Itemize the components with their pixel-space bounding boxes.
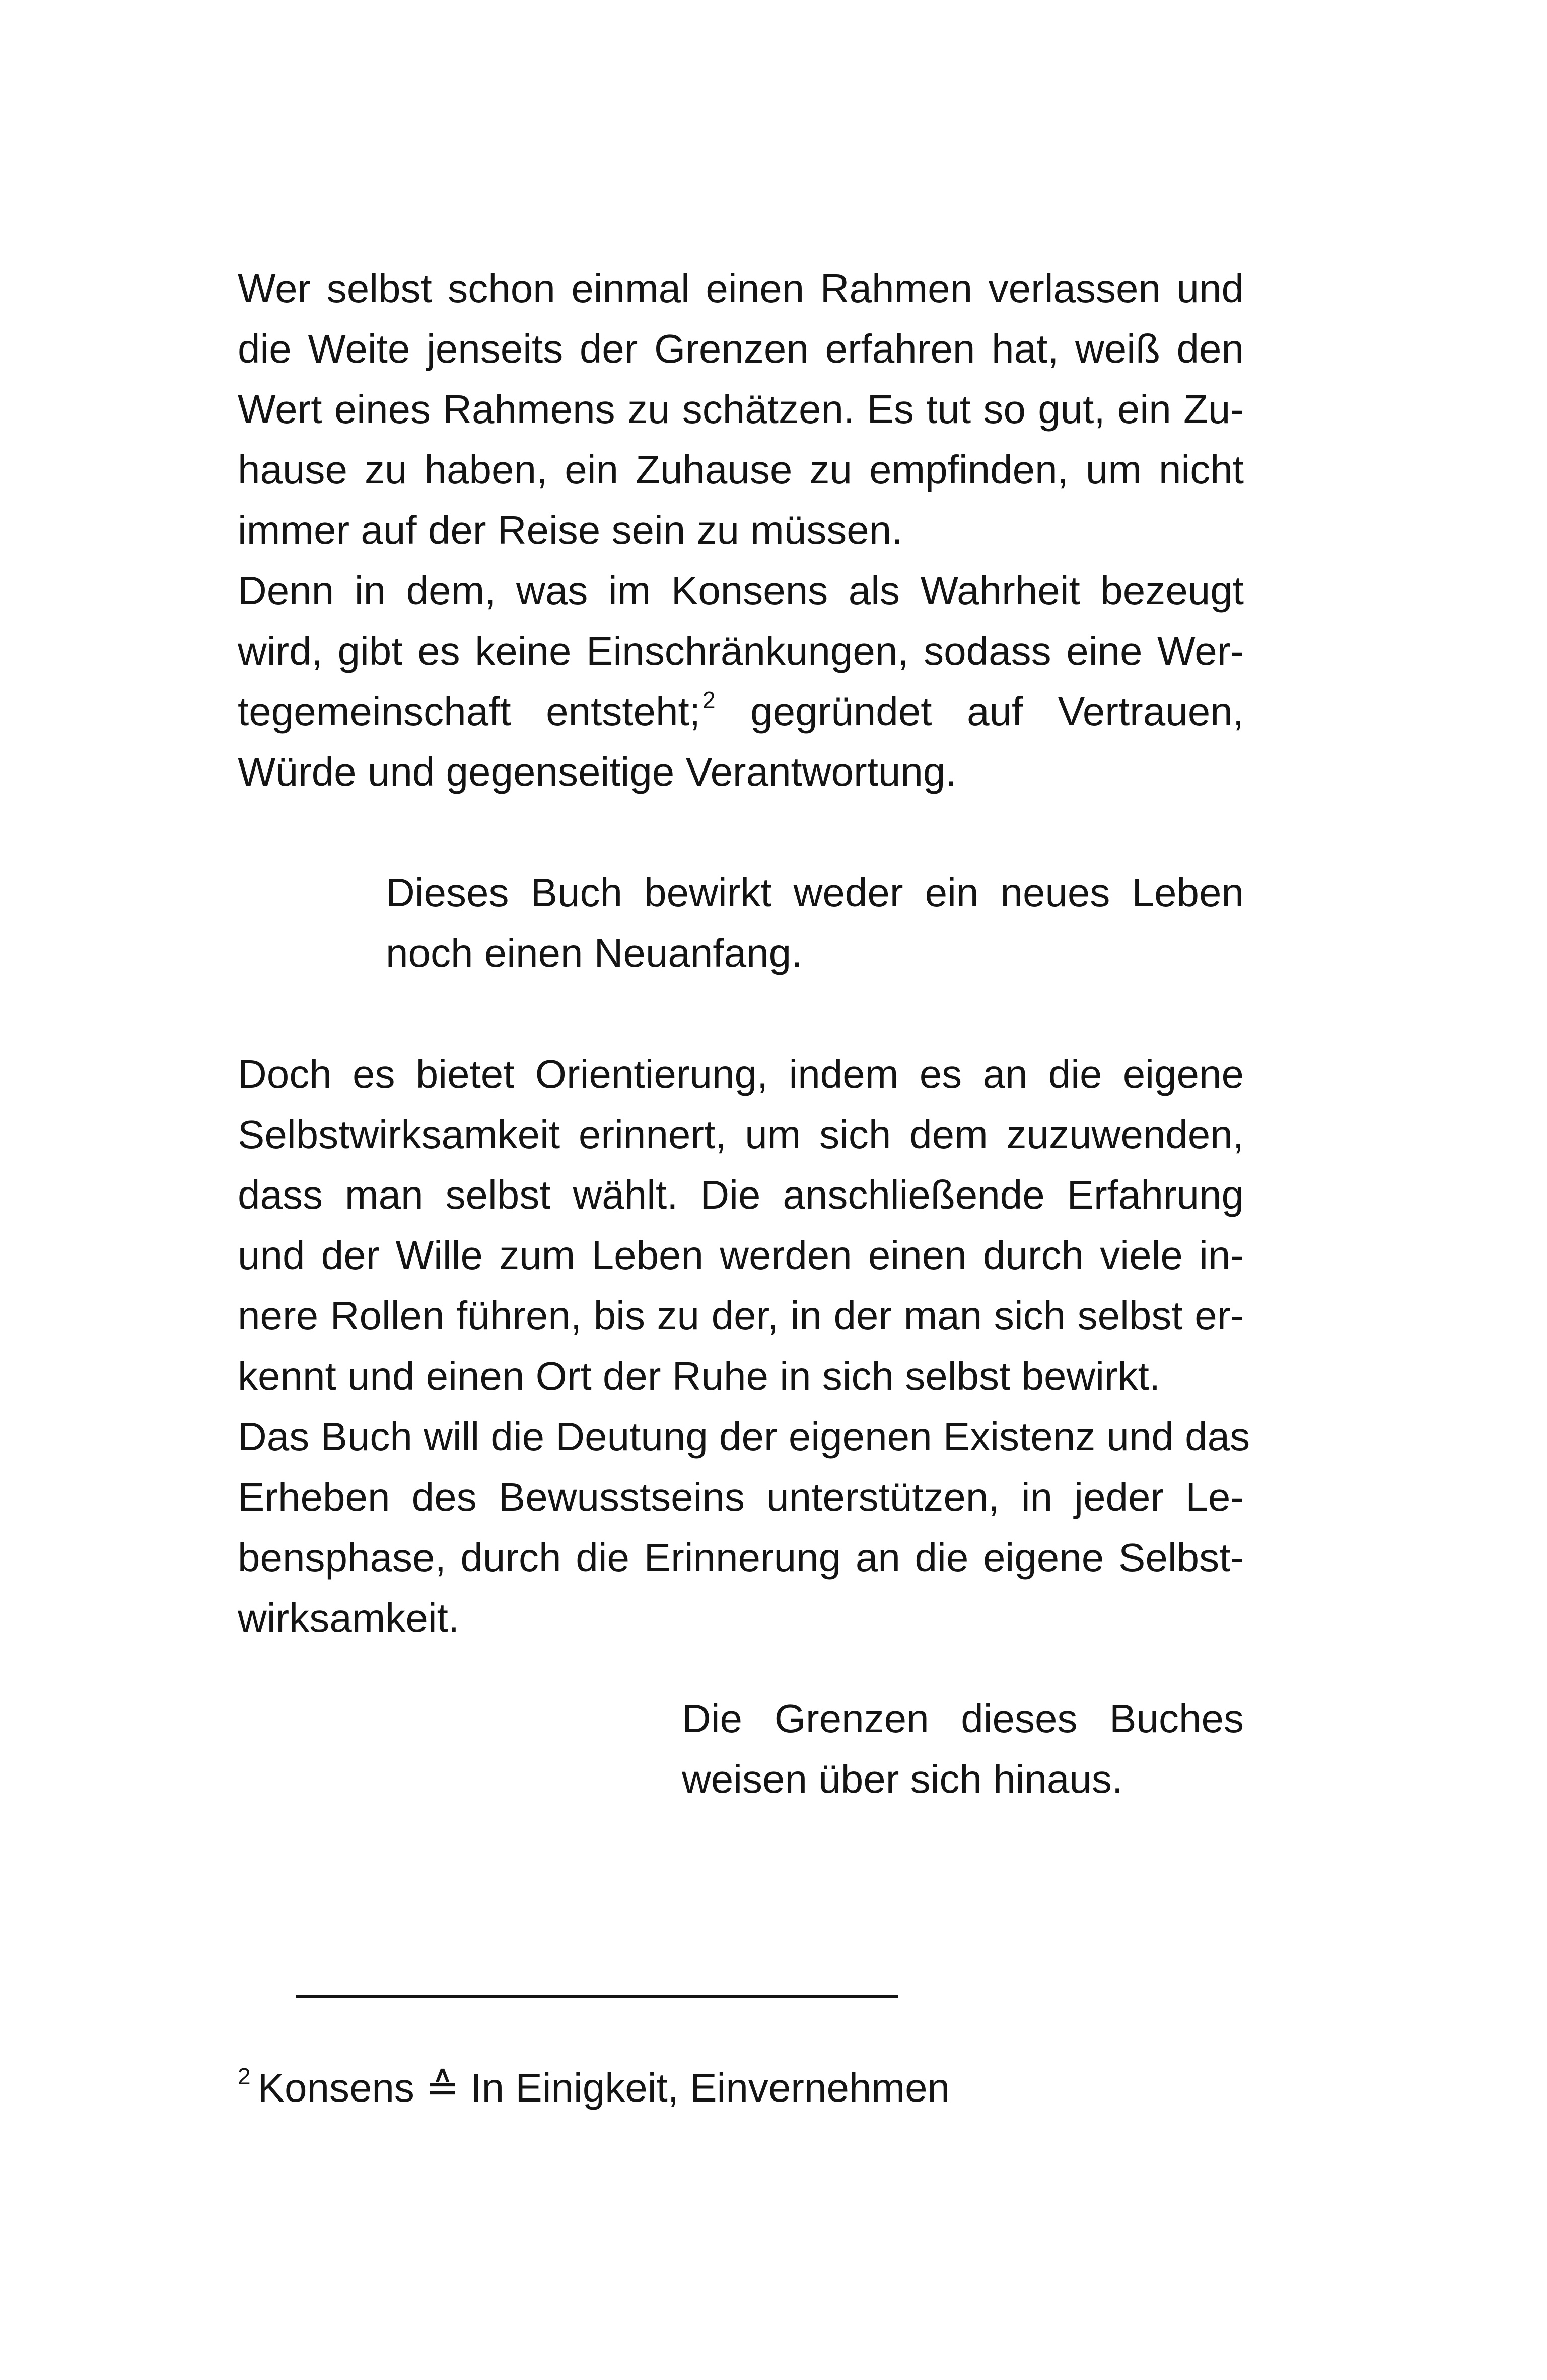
paragraph-3-line: Selbstwirksamkeit erinnert, um sich dem zuzuwenden, [238, 1112, 1244, 1157]
paragraph-3-line: Doch es bietet Orientierung, indem es an die eigene [238, 1052, 1244, 1096]
quote-1-line: Dieses Buch bewirkt weder ein neues Leben [386, 870, 1244, 915]
paragraph-3-line: dass man selbst wählt. Die anschließende Erfahrung [238, 1172, 1244, 1217]
paragraph-3-line: kennt und einen Ort der Ruhe in sich selbst bewirkt. [238, 1354, 1161, 1398]
quote-2-line: Die Grenzen dieses Buches [682, 1696, 1244, 1741]
paragraph-3-line: nere Rollen führen, bis zu der, in der man sich selbst er- [238, 1293, 1244, 1338]
paragraph-4-line: Erheben des Bewusstseins unterstützen, in jeder Le- [238, 1475, 1244, 1519]
paragraph-2-text: gegründet auf Vertrauen, [715, 689, 1244, 734]
paragraph-4-line: Das Buch will die Deutung der eigenen Existenz und das [238, 1414, 1250, 1459]
paragraph-3-line: und der Wille zum Leben werden einen durch viele in- [238, 1233, 1244, 1278]
paragraph-2-text: tegemeinschaft entsteht; [238, 689, 700, 734]
paragraph-1-line: Wer selbst schon einmal einen Rahmen verlassen und [238, 266, 1244, 311]
paragraph-1-line: die Weite jenseits der Grenzen erfahren hat, weiß den [238, 326, 1244, 371]
footnote [238, 2058, 950, 2124]
footnote-marker: 2 [238, 2063, 251, 2089]
paragraph-4-line: bensphase, durch die Erinnerung an die eigene Selbst- [238, 1535, 1244, 1580]
quote-1-line: noch einen Neuanfang. [386, 931, 803, 975]
quote-2-line: weisen über sich hinaus. [682, 1757, 1123, 1801]
footnote-text: Konsens ≙ In Einigkeit, Einvernehmen [257, 2065, 950, 2110]
paragraph-2-line: Würde und gegenseitige Verantwortung. [238, 749, 957, 794]
paragraph-1-line: hause zu haben, ein Zuhause zu empfinden, um nicht [238, 447, 1244, 492]
paragraph-1-line: immer auf der Reise sein zu müssen. [238, 508, 903, 552]
paragraph-1-line: Wert eines Rahmens zu schätzen. Es tut so gut, ein Zu- [238, 387, 1244, 432]
footnote-separator-rule [296, 1995, 898, 1998]
paragraph-4-line: wirksamkeit. [238, 1595, 460, 1640]
paragraph-2-line-with-footnote [238, 681, 1244, 747]
paragraph-2-line: Denn in dem, was im Konsens als Wahrheit bezeugt [238, 568, 1244, 613]
footnote-reference-marker: 2 [702, 687, 716, 713]
paragraph-2-line: wird, gibt es keine Einschränkungen, sodass eine Wer- [238, 628, 1244, 673]
